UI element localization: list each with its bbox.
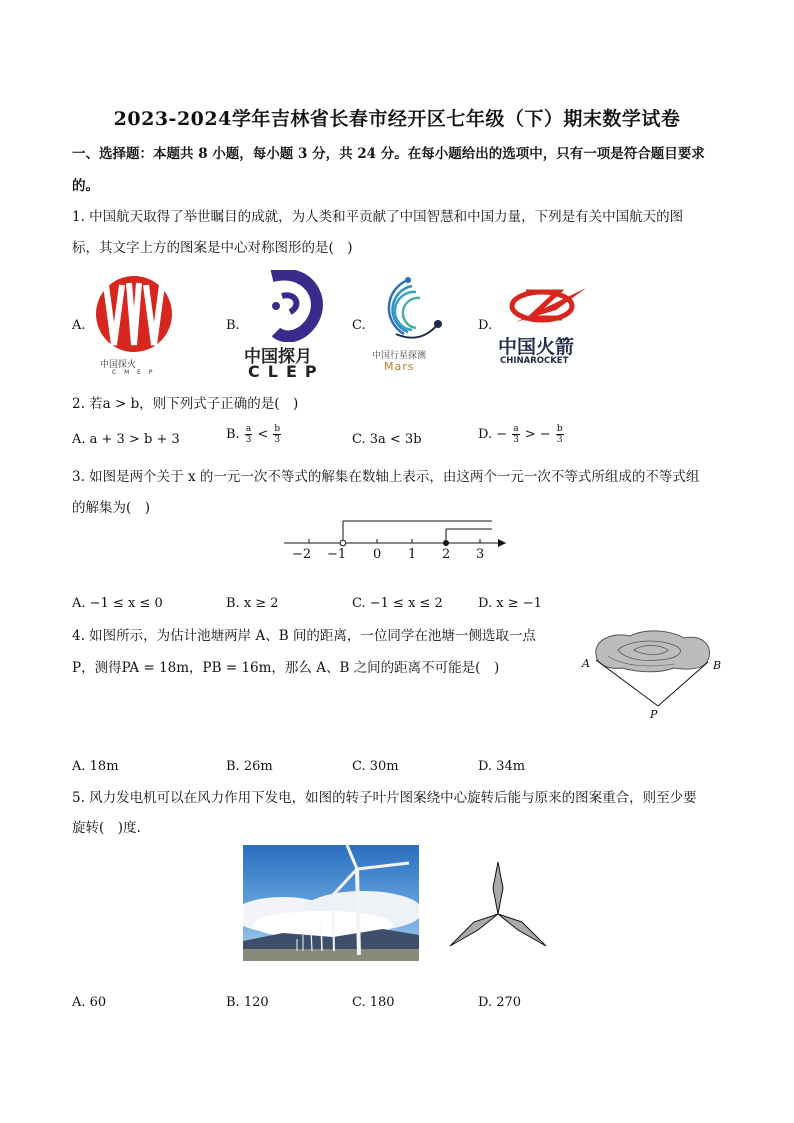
- q3-number-line: [280, 515, 520, 565]
- q2-option-b-frac-a: [245, 424, 252, 445]
- q5-option-c: C. 180: [352, 995, 395, 1010]
- mars-logo-sub: Mars: [384, 360, 415, 373]
- frac-denominator: 3: [513, 435, 519, 445]
- q2-option-b-rel: <: [257, 427, 269, 442]
- q2-option-c: C. 3a < 3b: [352, 432, 422, 447]
- q2-option-d-frac-b: [556, 424, 564, 445]
- frac-denominator: 3: [245, 435, 252, 445]
- chinarocket-logo-icon: [496, 282, 596, 332]
- q2-option-b-frac-b: [273, 424, 281, 445]
- q3-option-b: B. x ≥ 2: [226, 596, 279, 611]
- tick-label: 0: [373, 547, 382, 562]
- q1-option-b-label: B.: [226, 318, 240, 333]
- q4-option-c: C. 30m: [352, 759, 399, 774]
- chinarocket-logo-sub: CHINAROCKET: [500, 356, 569, 366]
- frac-numerator: b: [556, 424, 563, 434]
- q1-logo-chinarocket: [496, 282, 606, 372]
- q5-option-d: D. 270: [478, 995, 522, 1010]
- page-title: 2023-2024学年吉林省长春市经开区七年级（下）期末数学试卷: [113, 108, 681, 130]
- q2-option-a: A. a + 3 > b + 3: [72, 432, 180, 447]
- q4-option-b: B. 26m: [226, 759, 273, 774]
- tick-label: 2: [442, 547, 451, 562]
- frac-numerator: a: [245, 424, 252, 434]
- frac-numerator: b: [274, 424, 281, 434]
- q1-option-d-label: D.: [478, 318, 493, 333]
- section-instructions-line2: 的。: [72, 178, 99, 194]
- cmep-logo-sub: C M E P: [112, 369, 156, 376]
- q5-stem-line1: 5. 风力发电机可以在风力作用下发电，如图的转子叶片图案绕中心旋转后能与原来的图案重合，则至少要: [72, 790, 697, 806]
- q5-stem-line2: 旋转( )度.: [72, 820, 141, 836]
- cmep-logo-text: 中国探火: [100, 360, 137, 370]
- tick-label: 3: [476, 547, 485, 562]
- q5-option-b: B. 120: [226, 995, 269, 1010]
- frac-numerator: a: [513, 424, 519, 434]
- q5-wind-turbine-photo: [243, 845, 419, 961]
- q2-option-d-label: D. −: [478, 427, 508, 442]
- point-p-label: P: [650, 708, 658, 721]
- q4-stem-line1: 4. 如图所示，为估计池塘两岸 A、B 间的距离，一位同学在池塘一侧选取一点: [72, 628, 536, 644]
- mars-logo-icon: [366, 276, 466, 346]
- q3-option-c: C. −1 ≤ x ≤ 2: [352, 596, 443, 611]
- closed-point-marker: [443, 540, 449, 546]
- chinarocket-logo-text: 中国火箭: [498, 336, 575, 358]
- q3-stem-line2: 的解集为( ): [72, 500, 151, 516]
- frac-denominator: 3: [274, 435, 281, 445]
- point-b-label: B: [713, 659, 722, 672]
- q4-option-d: D. 34m: [478, 759, 526, 774]
- open-point-marker: [340, 540, 346, 546]
- clep-logo-icon: [242, 270, 342, 342]
- q3-option-a: A. −1 ≤ x ≤ 0: [72, 596, 163, 611]
- q1-logo-mars: [366, 276, 466, 376]
- mars-logo-text: 中国行星探测: [372, 351, 427, 361]
- q5-rotor-blades-figure: [448, 858, 548, 950]
- q1-stem-line1: 1. 中国航天取得了举世瞩目的成就，为人类和平贡献了中国智慧和中国力量，下列是有关中国航天的图: [72, 209, 684, 225]
- rotor-blades-icon: [448, 858, 548, 950]
- q4-stem-line2: P，测得PA = 18m，PB = 16m，那么 A、B 之间的距离不可能是( ): [72, 660, 500, 676]
- q2-option-d: [478, 424, 565, 445]
- q2-option-b-label: B.: [226, 427, 240, 442]
- tick-label: 1: [408, 547, 417, 562]
- q4-option-a: A. 18m: [72, 759, 119, 774]
- tick-label: −2: [292, 547, 312, 562]
- tick-label: −1: [327, 547, 347, 562]
- frac-denominator: 3: [556, 435, 563, 445]
- q1-stem-line2: 标，其文字上方的图案是中心对称图形的是( ): [72, 240, 353, 256]
- q2-option-b: [226, 424, 282, 445]
- point-a-label: A: [582, 657, 590, 670]
- q1-option-c-label: C.: [352, 318, 366, 333]
- clep-logo-text: 中国探月: [244, 347, 312, 367]
- clep-logo-sub: CLEP: [248, 362, 325, 381]
- q3-option-d: D. x ≥ −1: [478, 596, 542, 611]
- wind-turbine-photo-illustration: [243, 845, 419, 961]
- q2-option-d-frac-a: [512, 424, 519, 445]
- q1-logo-cmep: [84, 275, 194, 380]
- q2-stem: 2. 若a > b，则下列式子正确的是( ): [72, 396, 299, 412]
- q4-pond-figure: [578, 624, 728, 724]
- q5-option-a: A. 60: [72, 995, 107, 1010]
- q1-logo-clep: [242, 270, 352, 382]
- section-instructions-line1: 一、选择题：本题共 8 小题，每小题 3 分，共 24 分。在每小题给出的选项中，只有一项是符合题目要求: [72, 146, 705, 162]
- q1-option-a-label: A.: [72, 318, 86, 333]
- q2-option-d-rel: > −: [524, 427, 551, 442]
- q3-stem-line1: 3. 如图是两个关于 x 的一元一次不等式的解集在数轴上表示，由这两个一元一次不等式所组成的不等式组: [72, 469, 700, 485]
